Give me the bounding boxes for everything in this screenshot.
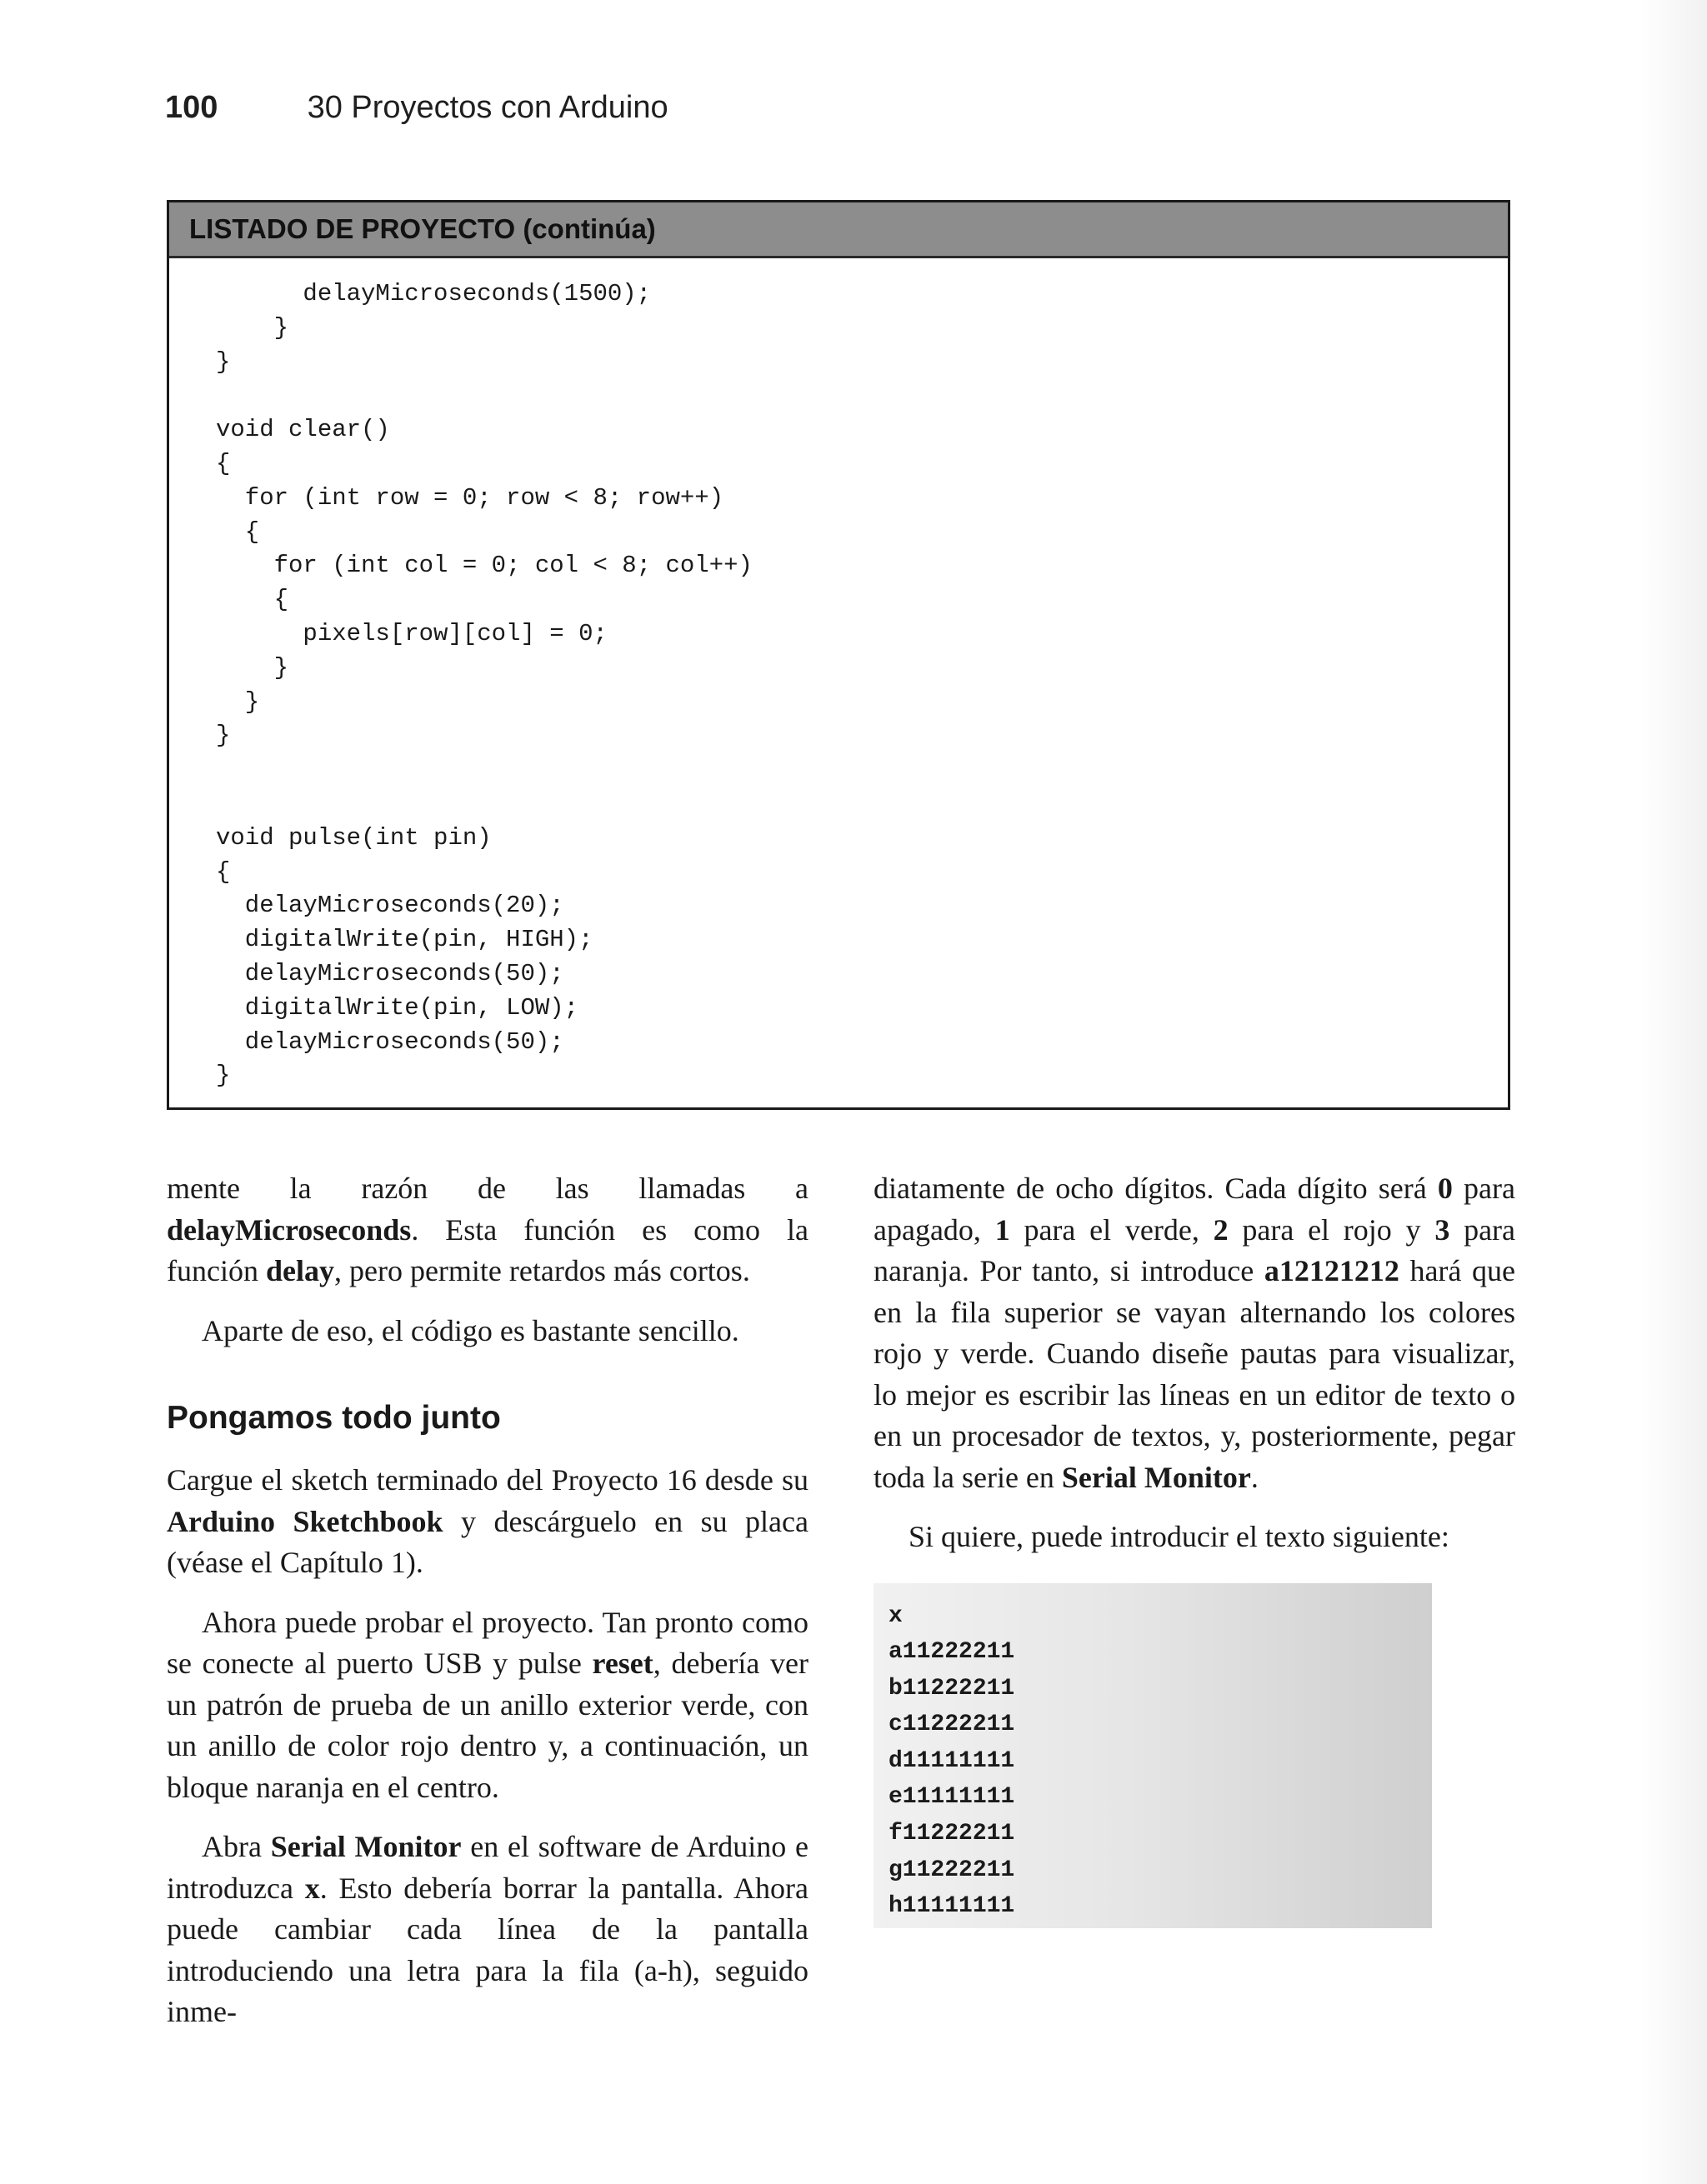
code-line — [216, 753, 753, 787]
code-line — [216, 379, 753, 413]
text-run: , pero permite retardos más cortos. — [333, 1254, 750, 1287]
serial-line: a11222211 — [889, 1639, 1015, 1666]
bold-term: a12121212 — [1264, 1254, 1399, 1287]
text-run: en el software de Arduino e introduzca — [167, 1830, 808, 1905]
paragraph — [167, 1168, 808, 1292]
bold-term: x — [304, 1871, 320, 1905]
code-line: for (int row = 0; row < 8; row++) — [216, 483, 724, 512]
serial-line: g11222211 — [889, 1857, 1015, 1883]
right-column — [874, 1168, 1515, 1928]
listing-title: LISTADO DE PROYECTO (continúa) — [169, 202, 1508, 258]
left-column — [167, 1168, 808, 2052]
code-line: } — [216, 313, 289, 342]
serial-line: d11111111 — [889, 1747, 1015, 1774]
paragraph — [167, 1460, 808, 1584]
book-title: 30 Proyectos con Arduino — [307, 90, 668, 125]
bold-term: Serial Monitor — [270, 1830, 462, 1863]
serial-line: b11222211 — [889, 1675, 1015, 1702]
bold-term: Serial Monitor — [1061, 1460, 1251, 1494]
code-line: void pulse(int pin) — [216, 823, 492, 852]
paragraph — [167, 1827, 808, 2033]
text-run: para el rojo y — [1228, 1212, 1435, 1247]
bold-term: 1 — [994, 1212, 1010, 1247]
code-line: { — [216, 586, 289, 614]
text-run: para apagado, — [874, 1172, 1515, 1247]
paragraph — [874, 1168, 1515, 1498]
code-line: digitalWrite(pin, HIGH); — [216, 926, 593, 954]
code-block — [216, 277, 753, 1093]
code-line: void clear() — [216, 416, 390, 444]
text-run: para el verde, — [1009, 1212, 1214, 1247]
text-run: . Esta función es como la función — [167, 1212, 808, 1287]
bold-term: 3 — [1434, 1212, 1450, 1247]
paragraph: Aparte de eso, el código es bastante sencillo. — [202, 1313, 739, 1347]
text-run: diatamente de ocho dígitos. Cada dígito será — [874, 1172, 1438, 1205]
text-run: Ahora puede probar el proyecto. Tan pronto como se conecte al puerto USB y pulse — [167, 1605, 808, 1680]
serial-line: h11111111 — [889, 1893, 1015, 1920]
bold-term: 2 — [1213, 1212, 1229, 1247]
serial-line: f11222211 — [889, 1821, 1015, 1847]
text-run: y descárguelo en su placa (véase el Capítulo 1). — [167, 1504, 808, 1579]
code-line: for (int col = 0; col < 8; col++) — [216, 552, 753, 580]
page-number: 100 — [165, 90, 218, 125]
serial-input-example — [874, 1583, 1432, 1928]
text-run: mente la razón de las llamadas a — [167, 1172, 808, 1205]
bold-term: Arduino Sketchbook — [167, 1504, 443, 1538]
bold-term: delayMicroseconds — [167, 1212, 412, 1247]
code-line — [216, 787, 753, 822]
text-run: . — [1250, 1460, 1259, 1494]
code-line: delayMicroseconds(1500); — [216, 280, 652, 307]
page-edge-shadow — [1640, 0, 1707, 2184]
code-listing-box — [167, 200, 1510, 1110]
text-run: para naranja. Por tanto, si introduce — [874, 1212, 1516, 1287]
code-line: { — [216, 517, 260, 546]
code-line: } — [216, 347, 231, 376]
bold-term: reset — [592, 1647, 653, 1680]
code-line: } — [216, 1062, 231, 1090]
running-header — [165, 90, 668, 126]
text-run: , debería ver un patrón de prueba de un anillo exterior verde, con un anillo de color rojo dentro y, a continuación, un bloque naranja en el centro. — [167, 1647, 808, 1804]
code-line: delayMicroseconds(50); — [216, 1027, 564, 1056]
section-heading: Pongamos todo junto — [167, 1400, 501, 1436]
code-line: { — [216, 449, 231, 477]
code-line: pixels[row][col] = 0; — [216, 619, 608, 647]
code-line: { — [216, 857, 231, 886]
code-line: } — [216, 653, 289, 682]
code-line: delayMicroseconds(20); — [216, 892, 564, 920]
bold-term: delay — [265, 1254, 334, 1287]
serial-line: x — [889, 1602, 903, 1629]
text-run: Abra — [202, 1830, 271, 1863]
serial-line: e11111111 — [889, 1784, 1015, 1811]
code-line: } — [216, 722, 231, 750]
bold-term: 0 — [1437, 1172, 1453, 1205]
text-run: hará que en la fila superior se vayan alternando los colores rojo y verde. Cuando diseñe pautas para visualizar, lo mejor es escribir las líneas en un editor de texto o en un procesador de textos, y, posteriormente, pegar toda la serie en — [874, 1254, 1515, 1494]
text-run: . Esto debería borrar la pantalla. Ahora puede cambiar cada línea de la pantalla introduciendo una letra para la fila (a-h), seguido inme- — [167, 1871, 808, 2028]
paragraph — [167, 1602, 808, 1809]
serial-line: c11222211 — [889, 1712, 1015, 1738]
code-line: delayMicroseconds(50); — [216, 959, 564, 987]
paragraph: Si quiere, puede introducir el texto siguiente: — [909, 1520, 1449, 1553]
code-line: digitalWrite(pin, LOW); — [216, 993, 579, 1022]
text-run: Cargue el sketch terminado del Proyecto 16 desde su — [167, 1463, 808, 1497]
code-line: } — [216, 687, 260, 716]
serial-text-block — [889, 1598, 1014, 1925]
